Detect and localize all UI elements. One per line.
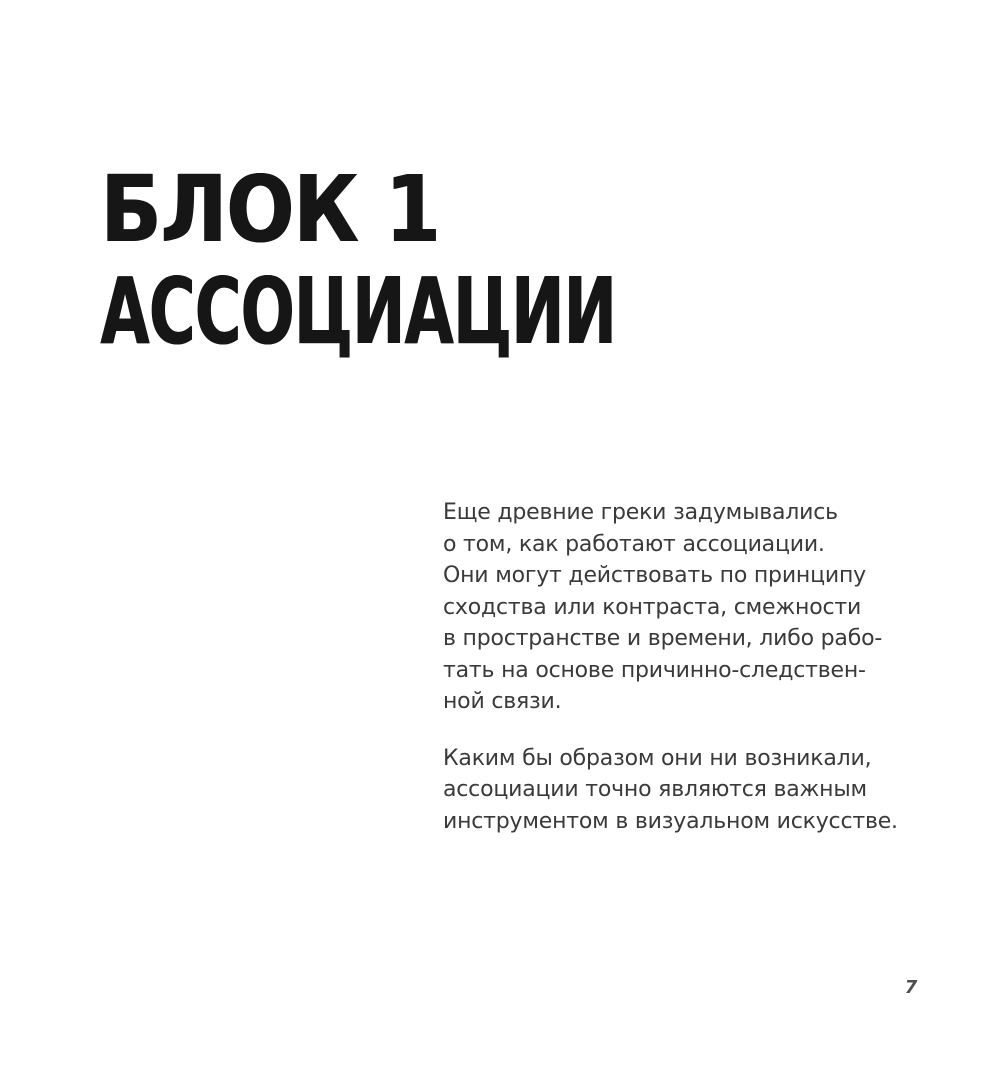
chapter-heading-line-1 (100, 156, 847, 263)
chapter-heading-line-1-text: БЛОК 1 (100, 156, 440, 263)
text-line: ной связи. (443, 689, 562, 714)
paragraph-2 (443, 743, 903, 838)
text-line: ассоциации точно являются важным (443, 777, 867, 802)
page-number: 7 (904, 977, 918, 998)
chapter-heading (100, 156, 847, 365)
text-line: в пространстве и времени, либо рабо- (443, 626, 883, 651)
chapter-heading-line-2-text: АССОЦИАЦИИ (100, 258, 616, 365)
text-line: инструментом в визуальном искусстве. (443, 808, 898, 834)
paragraph-1 (443, 497, 903, 718)
text-line: о том, как работают ассоциации. (443, 531, 825, 557)
text-line: сходства или контраста, смежности (443, 594, 862, 620)
chapter-heading-line-2 (100, 258, 847, 365)
body-text-block (443, 497, 903, 837)
text-line: тать на основе причинно-следствен- (443, 657, 866, 683)
text-line: Еще древние греки задумывались (443, 500, 838, 525)
text-line: Они могут действовать по принципу (443, 563, 866, 588)
text-line: Каким бы образом они ни возникали, (443, 745, 872, 771)
